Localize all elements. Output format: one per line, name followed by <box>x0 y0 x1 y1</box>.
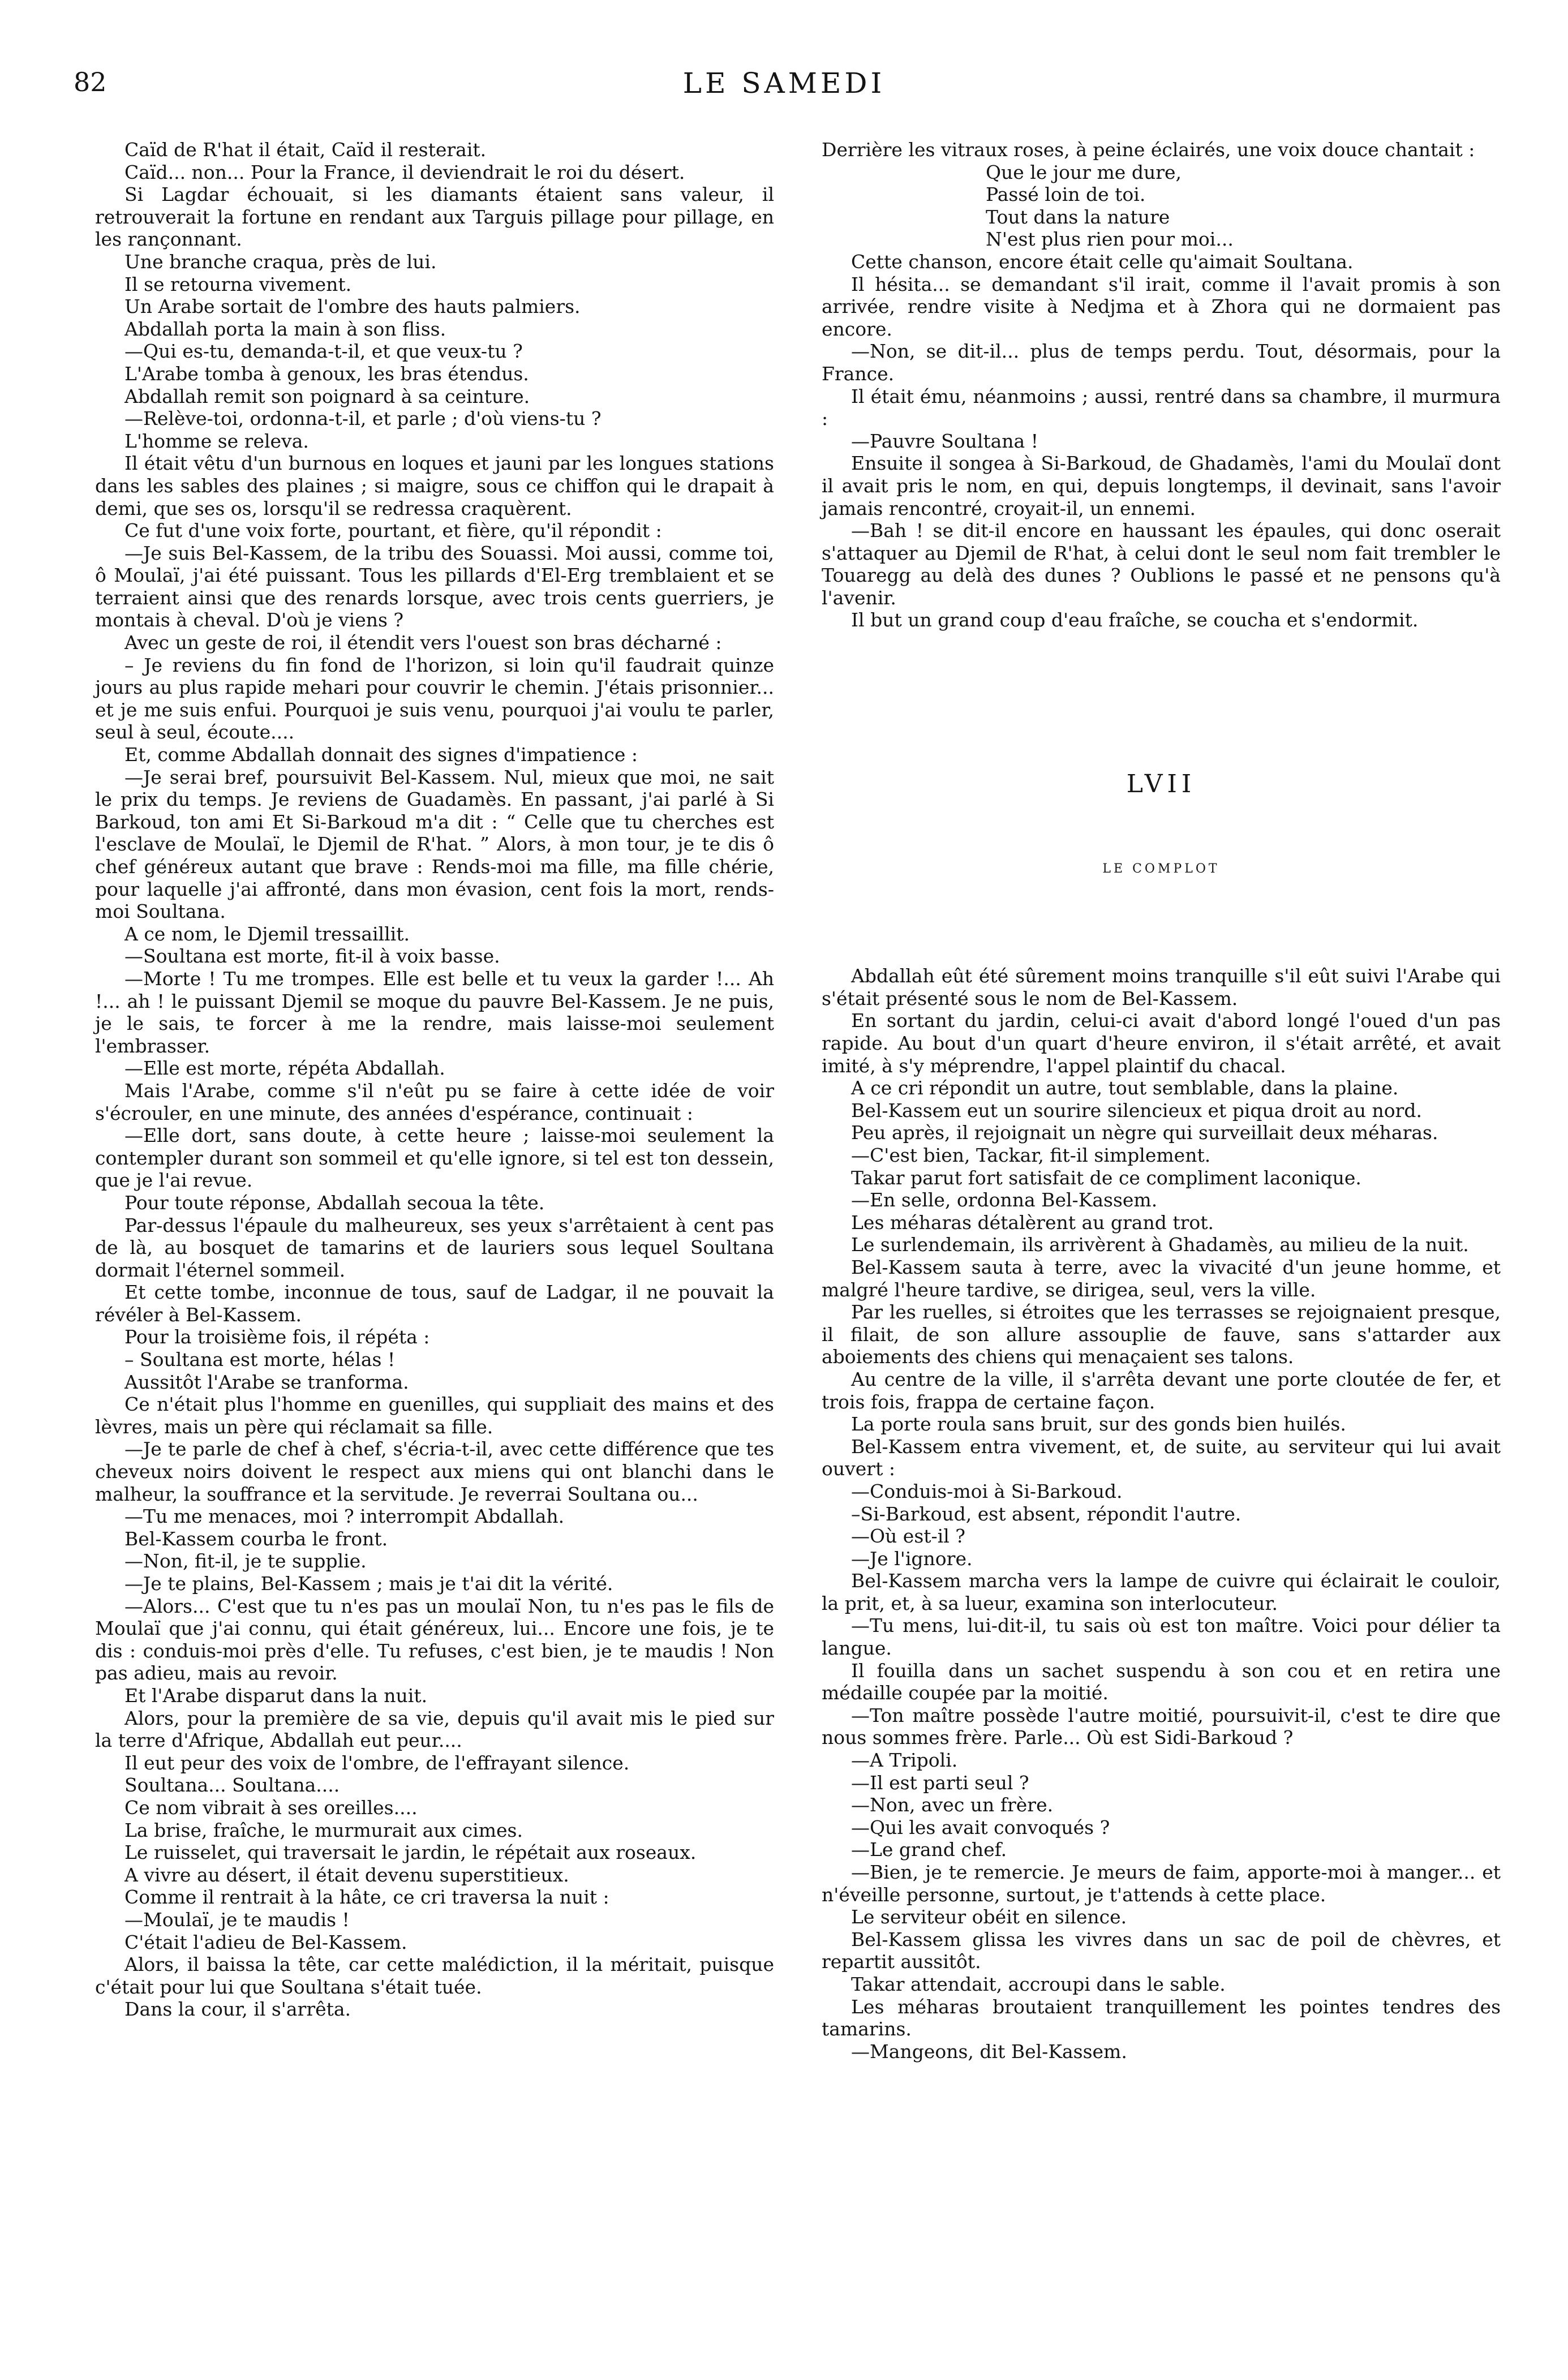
paragraph: Il se retourna vivement. <box>124 273 352 295</box>
verse-line: N'est plus rien pour moi... <box>986 228 1234 251</box>
paragraph: – Je reviens du fin fond de l'horizon, si loin qu'il faudrait quinze jours au plus rapide mehari pour couvrir le chemin. J'étais prisonnier... et je me suis enfui. Pourquoi je suis venu, pourquoi j'ai voulu te parler, seul à seul, écoute.... <box>95 654 774 744</box>
paragraph: Aussitôt l'Arabe se tranforma. <box>124 1371 409 1393</box>
verse-line: Tout dans la nature <box>986 205 1170 228</box>
paragraph: Abdallah eût été sûrement moins tranquille s'il eût suivi l'Arabe qui s'était présenté sous le nom de Bel-Kassem. <box>822 965 1501 1009</box>
paragraph: Bel-Kassem entra vivement, et, de suite, au serviteur qui lui avait ouvert : <box>822 1435 1501 1480</box>
paragraph: —A Tripoli. <box>851 1749 958 1772</box>
paragraph: Takar attendait, accroupi dans le sable. <box>851 1973 1226 1995</box>
paragraph: —Elle dort, sans doute, à cette heure ; laisse-moi seulement la contempler durant son sommeil et qu'elle ignore, si tel est ton dessein, que je l'ai revue. <box>95 1124 774 1192</box>
paragraph: —Je te parle de chef à chef, s'écria-t-il, avec cette différence que tes cheveux noirs doivent le respect aux miens qui ont blanchi dans le malheur, la souffrance et la servitude. Je reverrai Soultana ou... <box>95 1438 774 1505</box>
paragraph: L'Arabe tomba à genoux, les bras étendus. <box>124 362 529 385</box>
paragraph: —Qui les avait convoqués ? <box>851 1816 1110 1838</box>
paragraph: Cette chanson, encore était celle qu'aimait Soultana. <box>851 250 1354 273</box>
left-column <box>95 139 774 2021</box>
verse-line: Que le jour me dure, <box>986 161 1182 183</box>
page-number: 82 <box>74 67 107 97</box>
paragraph: —Conduis-moi à Si-Barkoud. <box>851 1480 1123 1502</box>
paragraph: Caïd de R'hat il était, Caïd il resterait. <box>124 139 487 161</box>
paragraph: Ensuite il songea à Si-Barkoud, de Ghadamès, l'ami du Moulaï dont il avait pris le nom, en qui, depuis longtemps, il devinait, sans l'avoir jamais rencontré, croyait-il, un ennemi. <box>822 452 1501 519</box>
paragraph: Il fouilla dans un sachet suspendu à son cou et en retira une médaille coupée par la moitié. <box>822 1659 1501 1704</box>
page-header <box>74 67 1494 106</box>
paragraph: Une branche craqua, près de lui. <box>124 250 437 273</box>
paragraph: La brise, fraîche, le murmurait aux cimes. <box>124 1819 523 1841</box>
paragraph: – Soultana est morte, hélas ! <box>124 1348 396 1371</box>
paragraph: Bel-Kassem eut un sourire silencieux et piqua droit au nord. <box>851 1099 1422 1122</box>
paragraph: Caïd... non... Pour la France, il deviendrait le roi du désert. <box>124 161 685 183</box>
chapter-number: LVII <box>1126 770 1196 799</box>
paragraph: —Je suis Bel-Kassem, de la tribu des Souassi. Moi aussi, comme toi, ô Moulaï, j'ai été puissant. Tous les pillards d'El-Erg tremblaient et se terraient ainsi que des renards lorsque, avec trois cents guerriers, je montais à cheval. D'où je viens ? <box>95 542 774 631</box>
paragraph: Un Arabe sortait de l'ombre des hauts palmiers. <box>124 295 581 318</box>
paragraph: —Tu me menaces, moi ? interrompit Abdallah. <box>124 1505 565 1528</box>
paragraph: —Mangeons, dit Bel-Kassem. <box>851 2040 1127 2063</box>
paragraph: Au centre de la ville, il s'arrêta devant une porte cloutée de fer, et trois fois, frappa de certaine façon. <box>822 1368 1501 1413</box>
paragraph: —Alors... C'est que tu n'es pas un moulaï Non, tu n'es pas le fils de Moulaï que j'ai connu, qui était généreux, lui... Encore une fois, je te dis : conduis-moi près d'elle. Tu refuses, c'est bien, je te maudis ! Non pas adieu, mais au revoir. <box>95 1595 774 1685</box>
paragraph: L'homme se releva. <box>124 429 309 452</box>
paragraph: —Tu mens, lui-dit-il, tu sais où est ton maître. Voici pour délier ta langue. <box>822 1614 1501 1660</box>
paragraph: Peu après, il rejoignait un nègre qui surveillait deux méharas. <box>851 1122 1438 1144</box>
paragraph: Takar parut fort satisfait de ce compliment laconique. <box>851 1166 1361 1189</box>
paragraph: Ce nom vibrait à ses oreilles.... <box>124 1796 418 1819</box>
paragraph: Ce fut d'une voix forte, pourtant, et fière, qu'il répondit : <box>124 519 662 542</box>
paragraph: —Qui es-tu, demanda-t-il, et que veux-tu ? <box>124 340 523 363</box>
paragraph: —Non, avec un frère. <box>851 1794 1054 1816</box>
paragraph: Si Lagdar échouait, si les diamants étaient sans valeur, il retrouverait la fortune en rendant aux Targuis pillage pour pillage, en les rançonnant. <box>95 183 774 251</box>
paragraph: Mais l'Arabe, comme s'il n'eût pu se faire à cette idée de voir s'écrouler, en une minute, des années d'espérance, continuait : <box>95 1079 774 1124</box>
paragraph: Dans la cour, il s'arrêta. <box>124 1998 351 2021</box>
paragraph: —Bah ! se dit-il encore en haussant les épaules, qui donc oserait s'attaquer au Djemil de R'hat, à celui dont le seul nom fait trembler le Touaregg au delà des dunes ? Oublions le passé et ne pensons qu'à l'avenir. <box>822 519 1501 609</box>
right-column <box>822 139 1501 2063</box>
paragraph: Le ruisselet, qui traversait le jardin, le répétait aux roseaux. <box>124 1841 697 1864</box>
paragraph: Pour toute réponse, Abdallah secoua la tête. <box>124 1191 545 1214</box>
paragraph: La porte roula sans bruit, sur des gonds bien huilés. <box>851 1413 1346 1436</box>
paragraph: Bel-Kassem marcha vers la lampe de cuivre qui éclairait le couloir, la prit, et, à sa lueur, examina son interlocuteur. <box>822 1570 1501 1614</box>
paragraph: —C'est bien, Tackar, fit-il simplement. <box>851 1144 1211 1166</box>
paragraph: —Il est parti seul ? <box>851 1771 1029 1794</box>
paragraph: Ce n'était plus l'homme en guenilles, qui suppliait des mains et des lèvres, mais un père qui réclamait sa fille. <box>95 1393 774 1438</box>
paragraph: —Bien, je te remercie. Je meurs de faim, apporte-moi à manger... et n'éveille personne, surtout, je t'attends à cette place. <box>822 1861 1501 1906</box>
paragraph: Il hésita... se demandant s'il irait, comme il l'avait promis à son arrivée, rendre visite à Nedjma et à Zhora qui ne dormaient pas encore. <box>822 273 1501 340</box>
paragraph: A vivre au désert, il était devenu superstitieux. <box>124 1863 569 1886</box>
paragraph: —Non, fit-il, je te supplie. <box>124 1550 367 1573</box>
paragraph: Bel-Kassem glissa les vivres dans un sac de poil de chèvres, et repartit aussitôt. <box>822 1928 1501 1973</box>
paragraph: —Je te plains, Bel-Kassem ; mais je t'ai dit la vérité. <box>124 1573 613 1595</box>
paragraph: Alors, il baissa la tête, car cette malédiction, il la méritait, puisque c'était pour lui que Soultana s'était tuée. <box>95 1953 774 1998</box>
paragraph: —Moulaï, je te maudis ! <box>124 1908 350 1931</box>
paragraph: Soultana... Soultana.... <box>124 1774 340 1797</box>
running-title: LE SAMEDI <box>682 67 886 100</box>
paragraph: C'était l'adieu de Bel-Kassem. <box>124 1931 407 1953</box>
paragraph: A ce nom, le Djemil tressaillit. <box>124 922 410 945</box>
paragraph: Et cette tombe, inconnue de tous, sauf de Ladgar, il ne pouvait la révéler à Bel-Kassem. <box>95 1281 774 1326</box>
paragraph: —Où est-il ? <box>851 1525 965 1548</box>
chapter-title: LE COMPLOT <box>1102 861 1220 876</box>
paragraph: —Je serai bref, poursuivit Bel-Kassem. Nul, mieux que moi, ne sait le prix du temps. Je reviens de Guadamès. En passant, j'ai parlé à Si Barkoud, ton ami Et Si-Barkoud m'a dit : “ Celle que tu cherches est l'esclave de Moulaï, le Djemil de R'hat. ” Alors, à mon tour, je te dis ô chef généreux autant que brave : Rends-moi ma fille, ma fille chérie, pour laquelle j'ai affronté, dans mon évasion, cent fois la mort, rends-moi Soultana. <box>95 766 774 923</box>
song-verse <box>986 161 1501 251</box>
paragraph: —Morte ! Tu me trompes. Elle est belle et tu veux la garder !... Ah !... ah ! le puissant Djemil se moque du pauvre Bel-Kassem. Je ne puis, je le sais, te forcer à me la rendre, mais laisse-moi seulement l'embrasser. <box>95 967 774 1057</box>
paragraph: Par les ruelles, si étroites que les terrasses se rejoignaient presque, il filait, de son allure assouplie de fauve, sans s'attarder aux aboiements des chiens qui menaçaient ses talons. <box>822 1301 1501 1368</box>
paragraph: Bel-Kassem sauta à terre, avec la vivacité d'un jeune homme, et malgré l'heure tardive, se dirigea, seul, vers la ville. <box>822 1256 1501 1301</box>
paragraph: Et l'Arabe disparut dans la nuit. <box>124 1684 428 1707</box>
paragraph: –Si-Barkoud, est absent, répondit l'autre. <box>851 1502 1241 1525</box>
paragraph: Il était vêtu d'un burnous en loques et jauni par les longues stations dans les sables des plaines ; si maigre, sous ce chiffon qui le drapait à demi, que ses os, lorsqu'il se redressa craquèrent. <box>95 452 774 519</box>
paragraph: —Soultana est morte, fit-il à voix basse. <box>124 945 500 968</box>
paragraph: Le surlendemain, ils arrivèrent à Ghadamès, au milieu de la nuit. <box>851 1234 1469 1256</box>
paragraph: Les méharas broutaient tranquillement les pointes tendres des tamarins. <box>822 1995 1501 2040</box>
paragraph: A ce cri répondit un autre, tout semblable, dans la plaine. <box>851 1077 1399 1099</box>
paragraph: Il eut peur des voix de l'ombre, de l'effrayant silence. <box>124 1751 630 1774</box>
paragraph: Abdallah remit son poignard à sa ceinture. <box>124 385 530 407</box>
paragraph: Et, comme Abdallah donnait des signes d'impatience : <box>124 744 638 766</box>
verse-line: Passé loin de toi. <box>986 183 1146 206</box>
paragraphs-after-chapter <box>822 965 1501 2063</box>
paragraph: —Ton maître possède l'autre moitié, poursuivit-il, c'est te dire que nous sommes frère. Parle... Où est Sidi-Barkoud ? <box>822 1704 1501 1749</box>
paragraph: —Relève-toi, ordonna-t-il, et parle ; d'où viens-tu ? <box>124 407 602 430</box>
paragraphs-before-chapter <box>822 251 1501 631</box>
paragraph: —Elle est morte, répéta Abdallah. <box>124 1057 445 1080</box>
paragraph: —En selle, ordonna Bel-Kassem. <box>851 1189 1158 1212</box>
paragraph: Comme il rentrait à la hâte, ce cri traversa la nuit : <box>124 1886 609 1909</box>
paragraph: Les méharas détalèrent au grand trot. <box>851 1211 1214 1234</box>
paragraph: Il but un grand coup d'eau fraîche, se coucha et s'endormit. <box>851 609 1419 631</box>
paragraph: —Pauvre Soultana ! <box>851 429 1038 452</box>
paragraph: En sortant du jardin, celui-ci avait d'abord longé l'oued d'un pas rapide. Au bout d'un quart d'heure environ, il s'était arrêté, et avait imité, à s'y méprendre, l'appel plaintif du chacal. <box>822 1009 1501 1077</box>
paragraph: Par-dessus l'épaule du malheureux, ses yeux s'arrêtaient à cent pas de là, au bosquet de tamarins et de lauriers sous lequel Soultana dormait l'éternel sommeil. <box>95 1214 774 1281</box>
paragraph: —Non, se dit-il... plus de temps perdu. Tout, désormais, pour la France. <box>822 340 1501 385</box>
paragraph: —Je l'ignore. <box>851 1547 973 1570</box>
paragraph: Avec un geste de roi, il étendit vers l'ouest son bras décharné : <box>124 631 722 654</box>
song-intro-paragraph: Derrière les vitraux roses, à peine éclairés, une voix douce chantait : <box>822 139 1475 161</box>
paragraph: Alors, pour la première de sa vie, depuis qu'il avait mis le pied sur la terre d'Afrique, Abdallah eut peur.... <box>95 1707 774 1752</box>
paragraph: Abdallah porta la main à son fliss. <box>124 317 446 340</box>
paragraph: Bel-Kassem courba le front. <box>124 1527 388 1550</box>
paragraph: Pour la troisième fois, il répéta : <box>124 1326 430 1348</box>
paragraph: Il était ému, néanmoins ; aussi, rentré dans sa chambre, il murmura : <box>822 385 1501 430</box>
paragraph: Le serviteur obéit en silence. <box>851 1906 1127 1928</box>
paragraph: —Le grand chef. <box>851 1838 1007 1861</box>
